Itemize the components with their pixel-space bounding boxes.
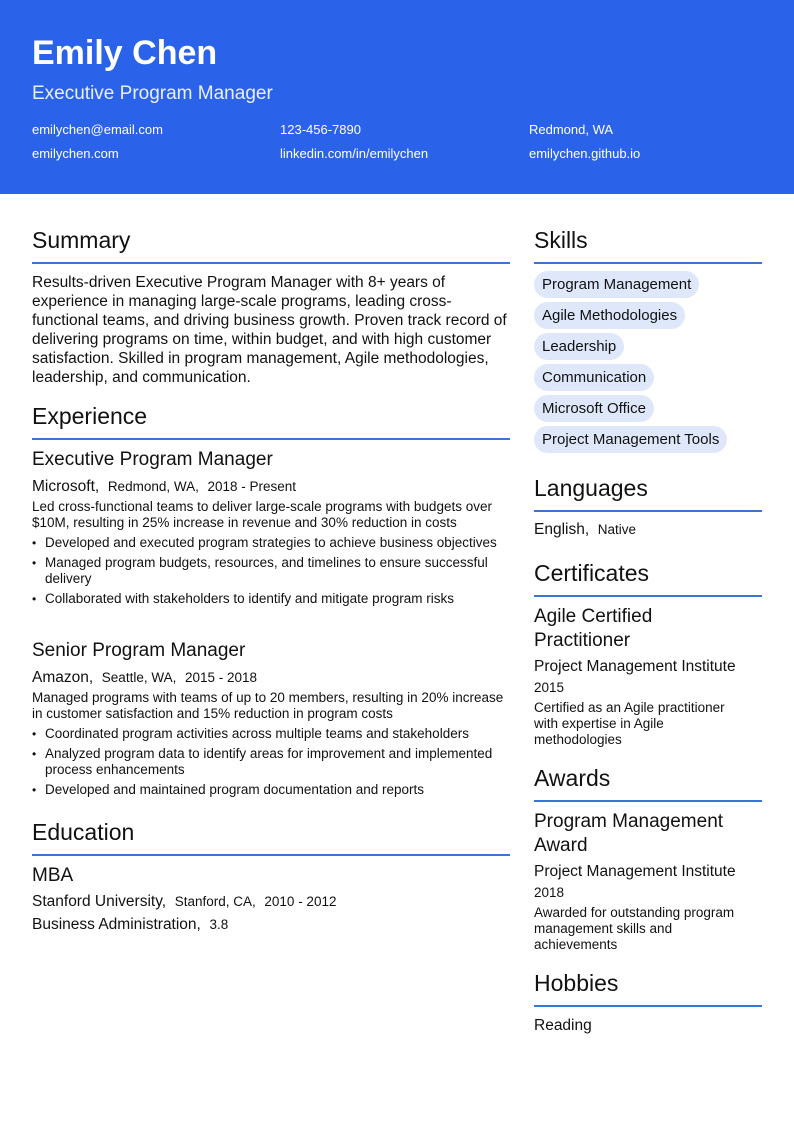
certificate-issuer: Project Management Institute [534,658,736,675]
certificates-heading: Certificates [534,560,650,586]
job-company: Microsoft, [32,478,100,495]
experience-divider [32,438,510,440]
education-dates: 2010 - 2012 [264,894,337,909]
skills-heading: Skills [534,227,588,253]
education-meta [32,892,336,911]
list-item: • Collaborated with stakeholders to identify and mitigate program risks [32,591,510,607]
education-degree: MBA [32,865,74,886]
list-item: • Coordinated program activities across multiple teams and stakeholders [32,726,510,742]
skill-chip: Leadership [534,333,624,360]
skill-chip: Agile Methodologies [534,302,685,329]
list-item: • Developed and maintained program documentation and reports [32,782,510,798]
hobbies-heading: Hobbies [534,970,619,996]
job-description: Led cross-functional teams to deliver large-scale programs with budgets over $10M, resulting in 25% increase in revenue and 30% reduction in costs [32,499,492,530]
job-location: Seattle, WA, [101,670,177,685]
certificate-year: 2015 [534,680,565,695]
contact-email[interactable]: emilychen@email.com [32,122,163,137]
hobbies-divider [534,1005,762,1007]
job-dates: 2018 - Present [207,479,297,494]
candidate-title: Executive Program Manager [32,83,273,104]
education-heading: Education [32,819,135,845]
award-description: Awarded for outstanding program management skills and achievements [534,905,735,952]
job-bullets [32,726,510,802]
summary-divider [32,262,510,264]
award-name-line1: Program Management [534,811,724,832]
language-row [534,520,636,539]
languages-heading: Languages [534,475,648,501]
list-item: • Managed program budgets, resources, and timelines to ensure successful delivery [32,555,510,587]
language-level: Native [597,522,637,537]
job-description: Managed programs with teams of up to 20 members, resulting in 20% increase in customer satisfaction and 15% reduction in program costs [32,690,504,721]
education-field-row [32,915,228,934]
contact-phone[interactable]: 123-456-7890 [280,122,361,137]
skill-chip: Microsoft Office [534,395,654,422]
education-field: Business Administration, [32,916,201,933]
certificate-description: Certified as an Agile practitioner with expertise in Agile methodologies [534,700,725,747]
language-name: English, [534,521,590,538]
job-meta [32,477,296,496]
education-school: Stanford University, [32,893,167,910]
job-bullets [32,535,510,611]
certificate-name-line1: Agile Certified [534,606,653,627]
job-meta [32,668,257,687]
award-name-line2: Award [534,835,588,856]
awards-divider [534,800,762,802]
candidate-name: Emily Chen [32,34,218,72]
award-year: 2018 [534,885,565,900]
contact-website[interactable]: emilychen.com [32,146,119,161]
summary-heading: Summary [32,227,131,253]
job-location: Redmond, WA, [107,479,199,494]
job-company: Amazon, [32,669,94,686]
education-gpa: 3.8 [209,917,229,932]
education-divider [32,854,510,856]
award-issuer: Project Management Institute [534,863,736,880]
languages-divider [534,510,762,512]
job-title: Senior Program Manager [32,640,246,661]
experience-heading: Experience [32,403,148,429]
awards-heading: Awards [534,765,611,791]
list-item: • Analyzed program data to identify areas for improvement and implemented process enhancements [32,746,510,778]
skill-chip: Project Management Tools [534,426,727,453]
contact-location: Redmond, WA [529,122,614,137]
skill-chip: Program Management [534,271,699,298]
job-dates: 2015 - 2018 [184,670,258,685]
resume-header [0,0,794,194]
hobby-item: Reading [534,1017,592,1034]
skills-divider [534,262,762,264]
list-item: • Developed and executed program strategies to achieve business objectives [32,535,510,551]
contact-linkedin[interactable]: linkedin.com/in/emilychen [280,146,429,161]
skills-list [534,271,762,457]
certificate-name-line2: Practitioner [534,630,631,651]
contact-github[interactable]: emilychen.github.io [529,146,641,161]
certificates-divider [534,595,762,597]
skill-chip: Communication [534,364,654,391]
education-location: Stanford, CA, [174,894,256,909]
job-title: Executive Program Manager [32,449,273,470]
summary-text: Results-driven Executive Program Manager with 8+ years of experience in managing large-scale programs, leading cross-functional teams, and driving business growth. Proven track record of delivering programs on time, within budget, and with high customer satisfaction. Skilled in program management, Agile methodologies, leadership, and communication. [32,274,507,386]
